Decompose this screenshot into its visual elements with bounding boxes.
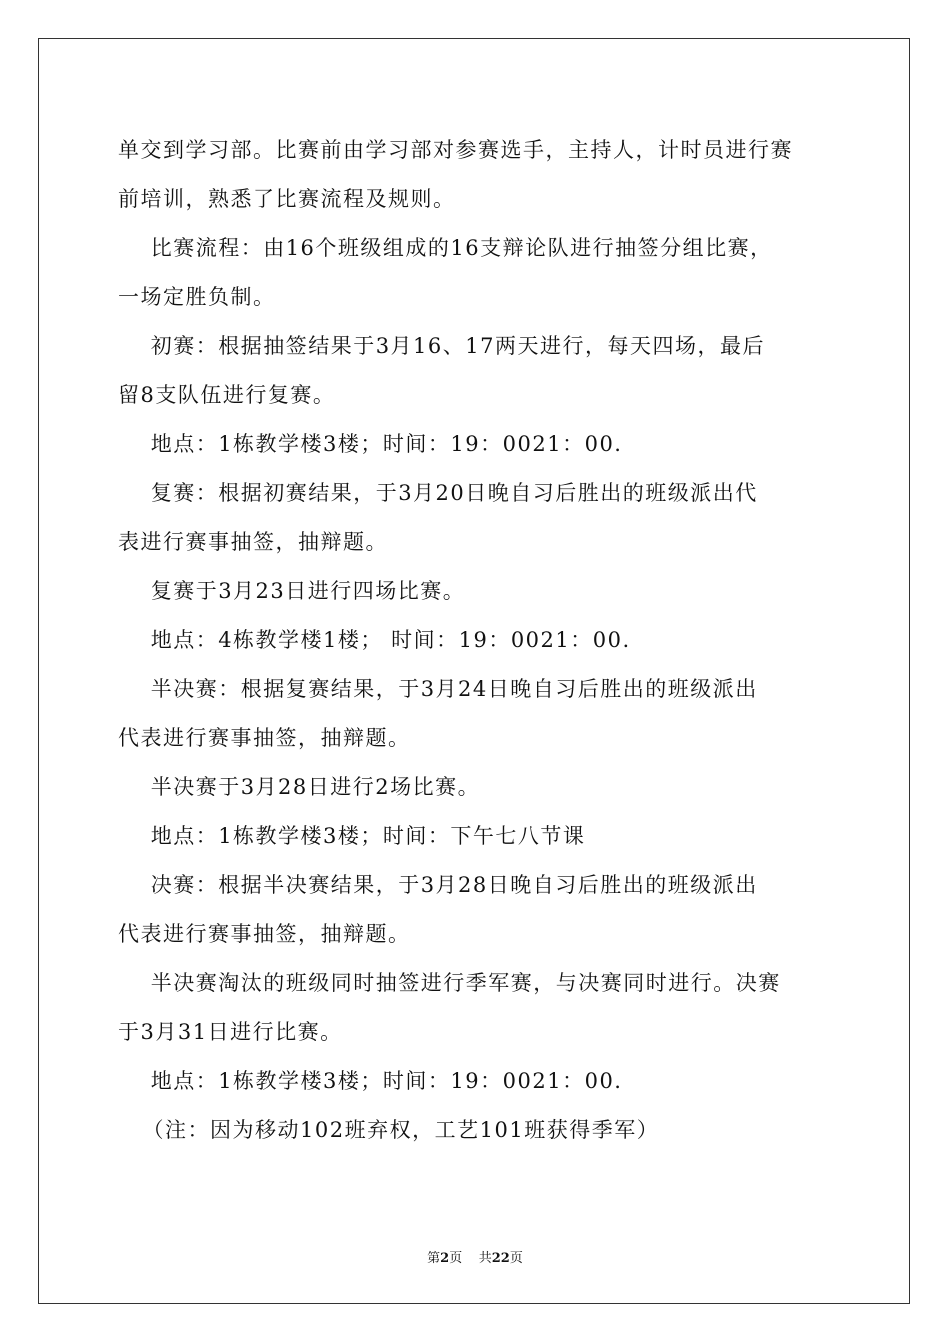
text-line: 复赛于3月23日进行四场比赛。 <box>118 579 466 603</box>
text-line: 地点：1栋教学楼3楼；时间：19：0021：00. <box>118 1069 623 1093</box>
text-line: 地点：4栋教学楼1楼； 时间：19：0021：00. <box>118 628 631 652</box>
current-page-number: 2 <box>440 1251 450 1266</box>
total-page-count: 22 <box>491 1251 510 1266</box>
text-line: 半决赛：根据复赛结果，于3月24日晚自习后胜出的班级派出 <box>118 677 758 701</box>
text-line: 一场定胜负制。 <box>118 285 276 309</box>
text-line: 半决赛淘汰的班级同时抽签进行季军赛，与决赛同时进行。决赛 <box>118 971 781 995</box>
text-line: （注：因为移动102班弃权，工艺101班获得季军） <box>118 1118 660 1142</box>
page-footer <box>0 1247 950 1266</box>
text-line: 决赛：根据半决赛结果，于3月28日晚自习后胜出的班级派出 <box>118 873 758 897</box>
text-line: 初赛：根据抽签结果于3月16、17两天进行，每天四场，最后 <box>118 334 766 358</box>
footer-prefix: 第 <box>427 1251 441 1266</box>
text-line: 地点：1栋教学楼3楼；时间：下午七八节课 <box>118 824 586 848</box>
text-line: 复赛：根据初赛结果，于3月20日晚自习后胜出的班级派出代 <box>118 481 758 505</box>
text-line: 半决赛于3月28日进行2场比赛。 <box>118 775 481 799</box>
text-line: 代表进行赛事抽签，抽辩题。 <box>118 726 411 750</box>
footer-suffix: 页 <box>509 1251 523 1266</box>
footer-middle: 页 共 <box>449 1251 492 1266</box>
text-line: 代表进行赛事抽签，抽辩题。 <box>118 922 411 946</box>
text-line: 单交到学习部。比赛前由学习部对参赛选手，主持人，计时员进行赛 <box>118 138 793 162</box>
text-line: 比赛流程：由16个班级组成的16支辩论队进行抽签分组比赛， <box>118 236 773 260</box>
text-line: 表进行赛事抽签，抽辩题。 <box>118 530 388 554</box>
document-body <box>118 126 834 1155</box>
text-line: 留8支队伍进行复赛。 <box>118 383 336 407</box>
text-line: 于3月31日进行比赛。 <box>118 1020 343 1044</box>
text-line: 前培训，熟悉了比赛流程及规则。 <box>118 187 456 211</box>
text-line: 地点：1栋教学楼3楼；时间：19：0021：00. <box>118 432 623 456</box>
